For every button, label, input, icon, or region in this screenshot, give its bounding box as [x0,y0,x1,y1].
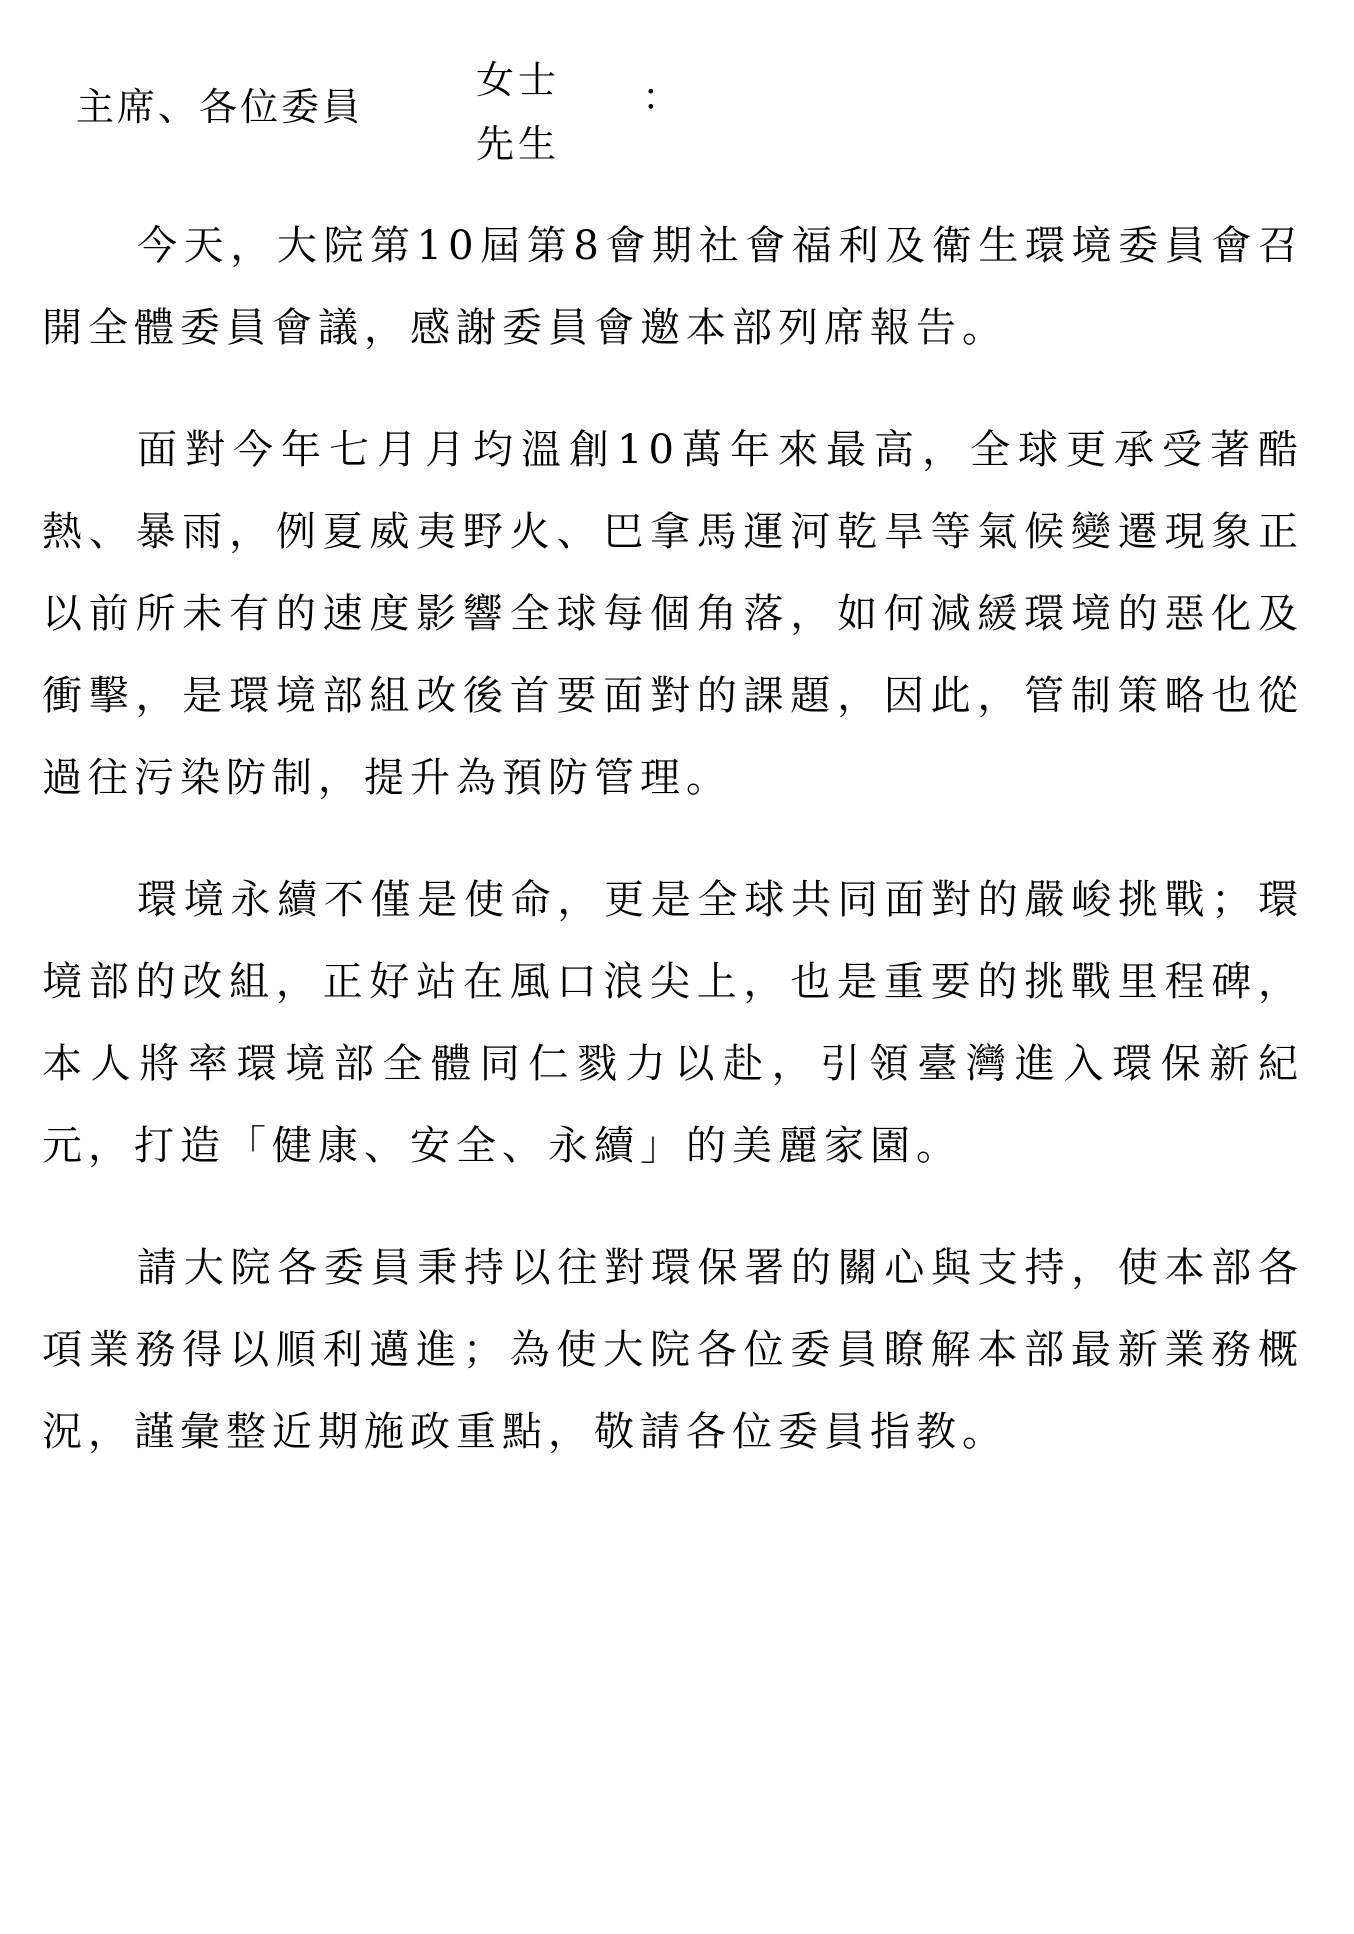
salutation [76,48,716,168]
salutation-colon: ： [642,75,681,119]
salutation-honorific [476,48,560,176]
honorific-gentlemen: 先生 [476,122,561,166]
report-body [42,205,1304,1513]
paragraph-sustainability: 環境永續不僅是使命，更是全球共同面對的嚴峻挑戰；環境部的改組，正好站在風口浪尖上，也是重要的挑戰里程碑，本人將率環境部全體同仁戮力以赴，引領臺灣進入環保新紀元，打造「健康、安全、永續」的美麗家園。 [42,877,1304,1169]
salutation-addressees: 主席、各位委員 [76,85,364,129]
paragraph-climate: 面對今年七月月均溫創10萬年來最高，全球更承受著酷熱、暴雨，例夏威夷野火、巴拿馬運河乾旱等氣候變遷現象正以前所未有的速度影響全球每個角落，如何減緩環境的惡化及衝擊，是環境部組改後首要面對的課題，因此，管制策略也從過往污染防制，提升為預防管理。 [42,427,1304,801]
paragraph-opening: 今天，大院第10屆第8會期社會福利及衛生環境委員會召開全體委員會議，感謝委員會邀本部列席報告。 [42,223,1304,351]
paragraph-closing: 請大院各委員秉持以往對環保署的關心與支持，使本部各項業務得以順利邁進；為使大院各位委員瞭解本部最新業務概況，謹彙整近期施政重點，敬請各位委員指教。 [42,1245,1304,1455]
honorific-ladies: 女士 [476,58,561,102]
